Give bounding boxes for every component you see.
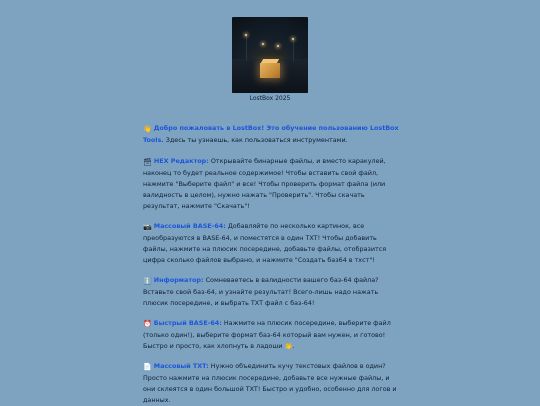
section-text: Нужно объединить кучу текстовых файлов в один? Просто нажмите на плюсик посередине, добавьте все нужные файлы, и они склеятся в один большой TXT! Быстро и удобно, особенно для логов и данных. [143, 362, 397, 404]
section-text: Нажмите на плюсик посередине, выберите файл (только один!), выберите формат баз-64 который вам нужен, и готово! Быстро и просто, как хлопнуть в ладоши 👏. [143, 319, 391, 350]
section-title: Информатор: [153, 276, 204, 284]
camera-icon: 📷 [143, 223, 152, 231]
section-hex-editor [143, 156, 399, 212]
document-icon: 📄 [143, 363, 152, 371]
clock-icon: ⏰ [143, 320, 152, 328]
lamp-post [246, 35, 247, 61]
wave-icon: 👋 [143, 125, 152, 133]
street-lamp-icon [262, 43, 264, 45]
section-text: Открывайте бинарные файлы, и вместо каракулей, наконец то будет реальное содержимое! Чтобы вставить свой файл, нажмите "Выберите файл" и все! Чтобы проверить формат файла (или валидность в целом), нужно нажать "Проверить". Чтобы скачать результат, нажмите "Скачать"! [143, 157, 386, 210]
section-text: Здесь ты узнаешь, как пользоваться инструментами. [163, 136, 348, 144]
street-lamp-icon [277, 45, 279, 47]
glowing-box-icon [260, 63, 280, 78]
hero-image [232, 17, 308, 93]
street-lamp-icon [245, 34, 247, 36]
section-fast-base64 [143, 318, 399, 352]
section-welcome [143, 123, 399, 146]
hex-icon: 🗃 [143, 158, 152, 166]
section-informer [143, 275, 399, 309]
section-text: Добавляйте по несколько картинок, все преобразуются в BASE-64, и поместятся в один TXT! Чтобы добавить файлы, нажмите на плюсик посередине, добавьте файлы, отобразится цифра сколько файлов выбрано, и нажмите "Создать баз64 в тхст"! [143, 222, 387, 264]
section-mass-txt [143, 361, 399, 406]
lamp-post [293, 39, 294, 61]
section-title: Массовый TXT: [153, 362, 209, 370]
section-text: Сомневаетесь в валидности вашего баз-64 файла? Вставьте свой баз-64, и узнайте результат! Всего-лишь надо нажать плюсик посередине, и выбрать TXT файл с баз-64! [143, 276, 379, 307]
street-lamp-icon [292, 38, 294, 40]
section-title: Добро пожаловать в LostBox! Это обучение пользованию LostBox Tools. [143, 124, 399, 144]
info-icon: ℹ️ [143, 277, 152, 285]
section-title: Быстрый BASE-64: [153, 319, 222, 327]
section-mass-base64 [143, 221, 399, 266]
section-title: HEX Редактор: [153, 157, 209, 165]
section-title: Массовый BASE-64: [153, 222, 226, 230]
hero-caption: LostBox 2025 [249, 95, 291, 102]
